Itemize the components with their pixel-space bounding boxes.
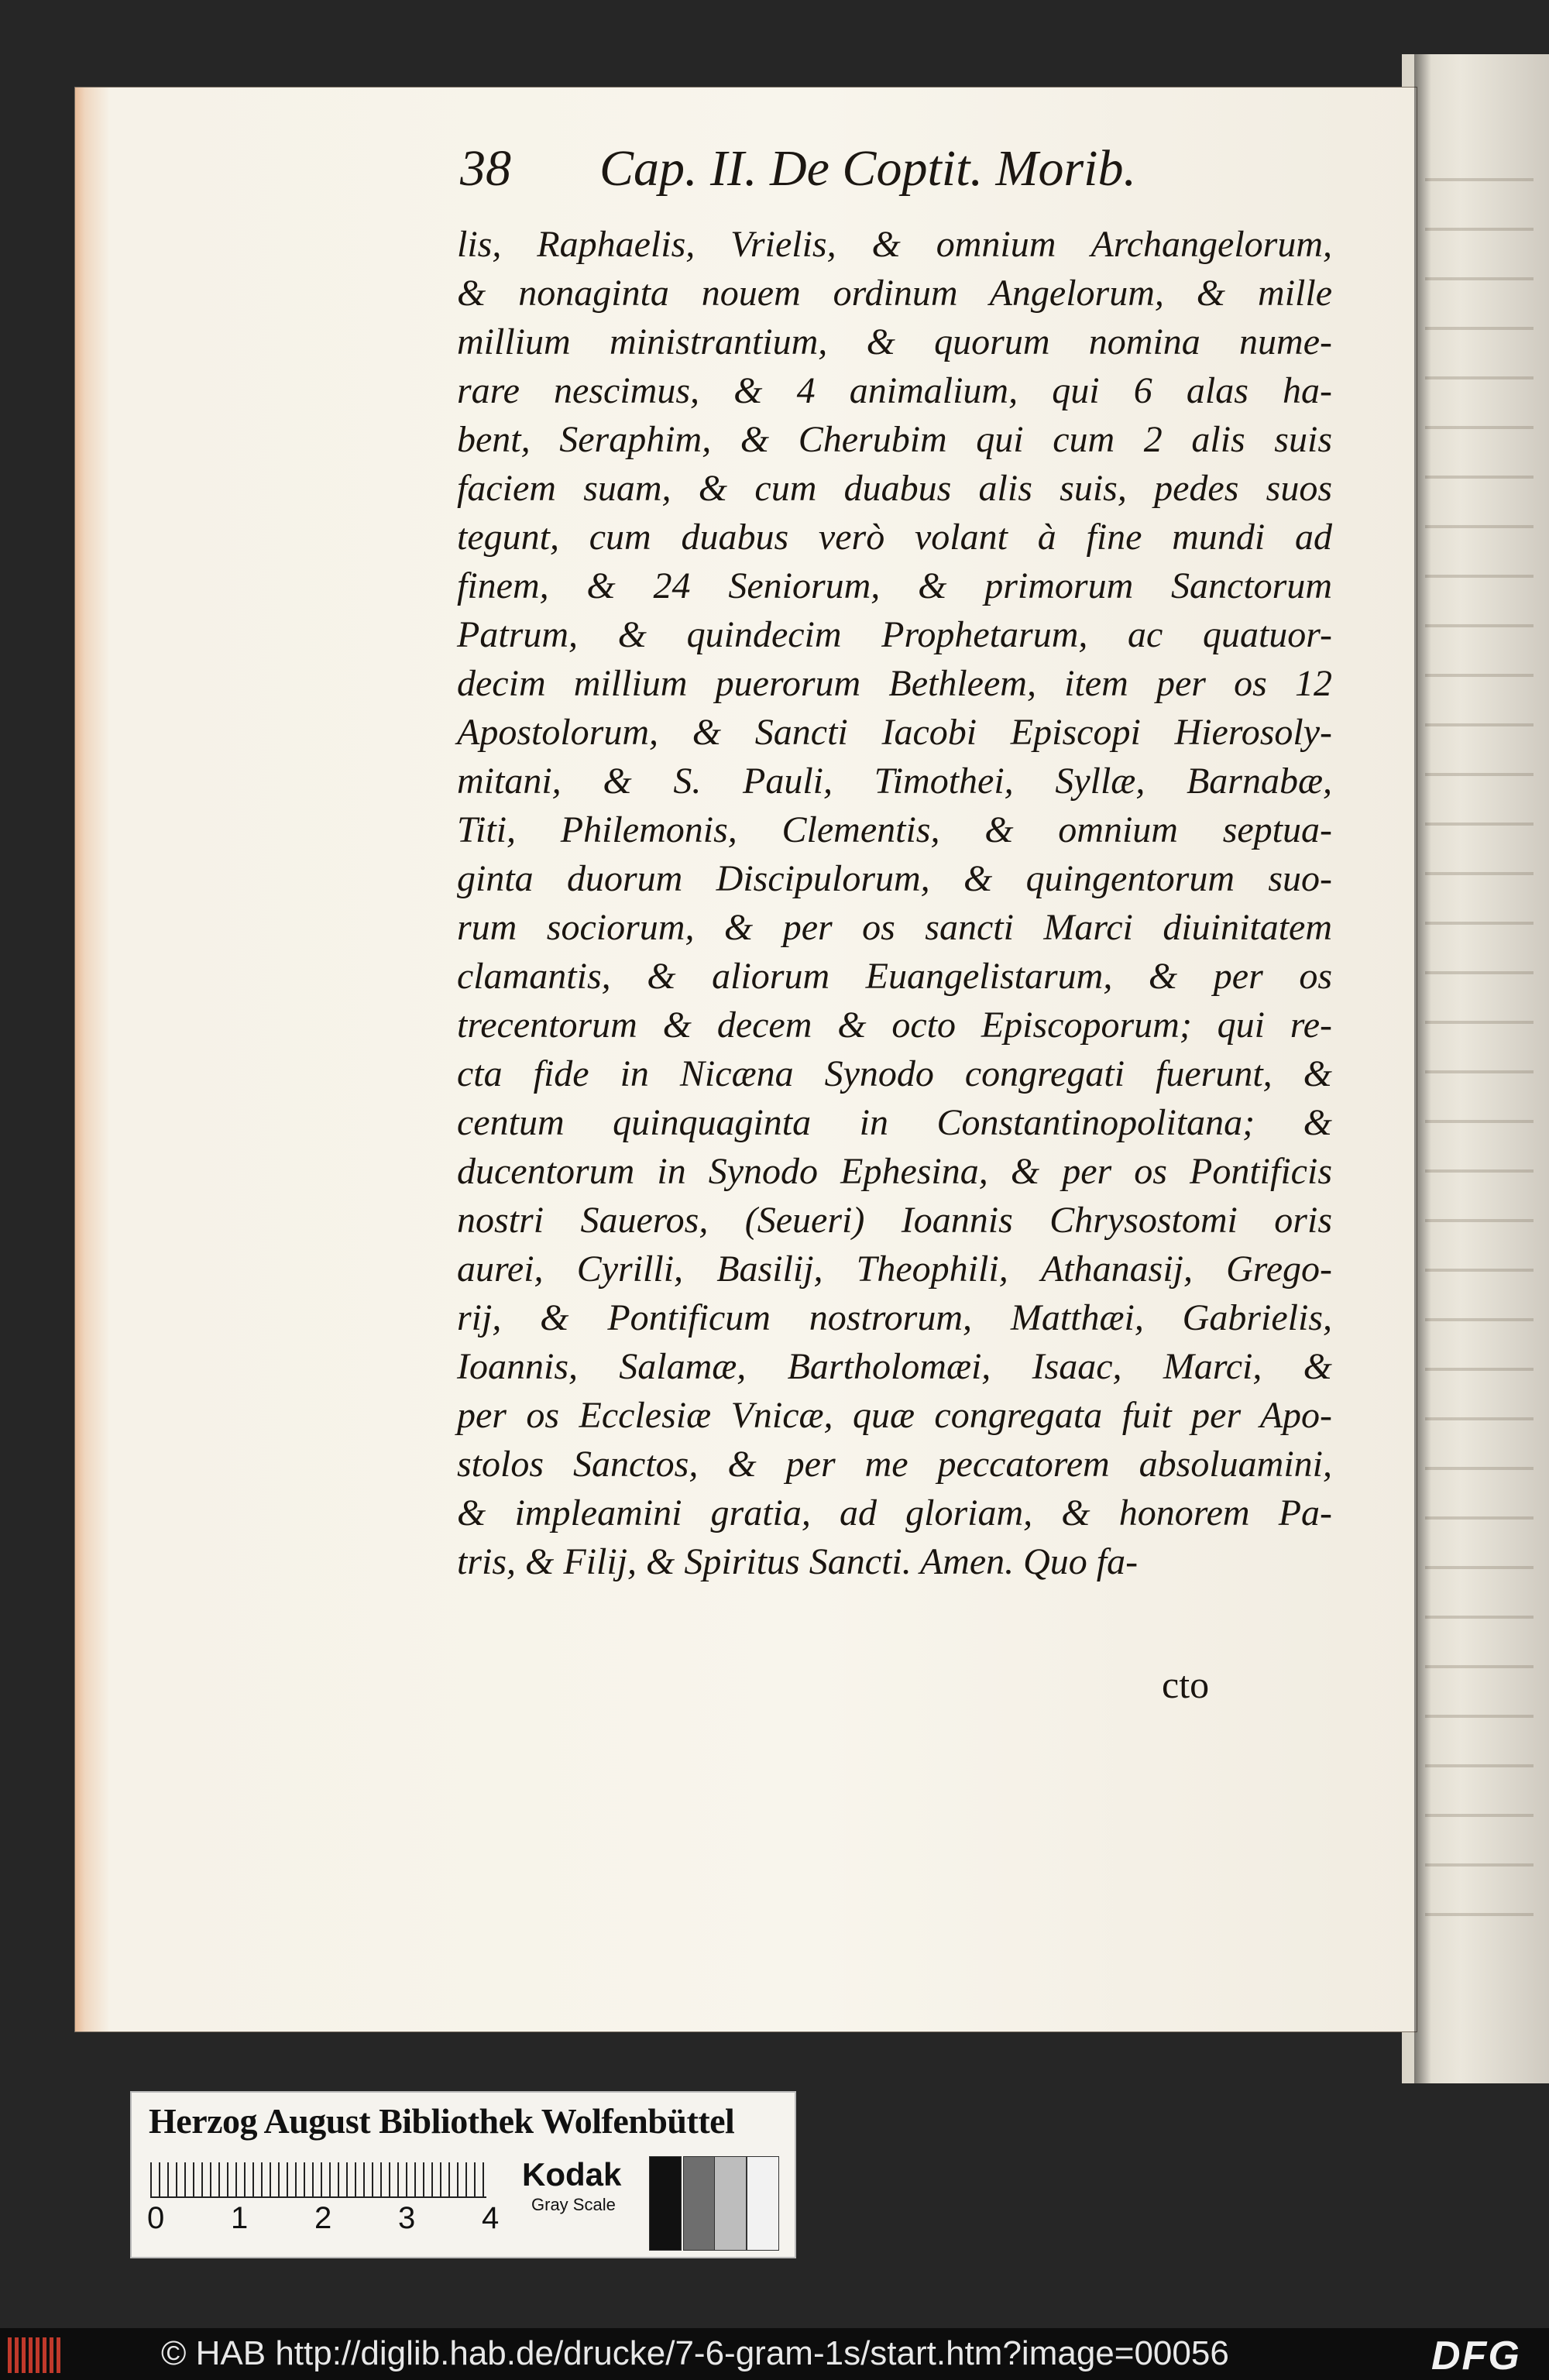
text-line: Ioannis, Salamæ, Bartholomæi, Isaac, Marci, &: [457, 1346, 1332, 1387]
text-line: stolos Sanctos, & per me peccatorem absoluamini,: [457, 1444, 1332, 1485]
dfg-logo: DFG: [1431, 2334, 1521, 2378]
text-line: ducentorum in Synodo Ephesina, & per os Pontificis: [457, 1151, 1332, 1192]
body-text: [457, 220, 1332, 1586]
catchword: cto: [1162, 1663, 1210, 1706]
text-line: aurei, Cyrilli, Basilij, Theophili, Athanasij, Grego-: [457, 1248, 1332, 1290]
page-number: 38: [460, 140, 511, 197]
text-line: Apostolorum, & Sancti Iacobi Episcopi Hierosoly-: [457, 712, 1332, 753]
text-line: bent, Seraphim, & Cherubim qui cum 2 alis suis: [457, 419, 1332, 460]
ruler-number: 0: [147, 2201, 165, 2235]
ruler-scale: [150, 2162, 486, 2198]
library-name: Herzog August Bibliothek Wolfenbüttel: [149, 2101, 735, 2141]
text-line: rum sociorum, & per os sancti Marci diuinitatem: [457, 907, 1332, 948]
text-line: & impleamini gratia, ad gloriam, & honorem Pa-: [457, 1492, 1332, 1533]
text-line: finem, & 24 Seniorum, & primorum Sanctorum: [457, 565, 1332, 606]
text-line: clamantis, & aliorum Euangelistarum, & per os: [457, 956, 1332, 997]
text-line: ginta duorum Discipulorum, & quingentorum suo-: [457, 858, 1332, 899]
text-line: trecentorum & decem & octo Episcoporum; qui re-: [457, 1005, 1332, 1046]
facing-page-bleed-through: [1425, 147, 1534, 1928]
text-line: tegunt, cum duabus verò volant à fine mundi ad: [457, 517, 1332, 558]
text-line: nostri Saueros, (Seueri) Ioannis Chrysostomi oris: [457, 1200, 1332, 1241]
gray-swatch: [683, 2156, 716, 2251]
text-line: lis, Raphaelis, Vrielis, & omnium Archangelorum,: [457, 224, 1332, 265]
text-line: Patrum, & quindecim Prophetarum, ac quatuor-: [457, 614, 1332, 655]
ruler-numbers: [147, 2201, 550, 2240]
ruler-number: 3: [398, 2201, 416, 2235]
text-line: millium ministrantium, & quorum nomina nume-: [457, 321, 1332, 362]
gutter-shadow: [1414, 54, 1431, 2083]
ruler-number: 2: [314, 2201, 332, 2235]
text-line: centum quinquaginta in Constantinopolitana; &: [457, 1102, 1332, 1143]
text-line: Titi, Philemonis, Clementis, & omnium septua-: [457, 809, 1332, 850]
kodak-logo: Kodak: [522, 2156, 622, 2193]
running-title: Cap. II. De Coptit. Morib.: [599, 140, 1136, 197]
text-line: faciem suam, & cum duabus alis suis, pedes suos: [457, 468, 1332, 509]
copyright-url[interactable]: © HAB http://diglib.hab.de/drucke/7-6-gram-1s/start.htm?image=00056: [161, 2334, 1229, 2372]
text-line: decim millium puerorum Bethleem, item per os 12: [457, 663, 1332, 704]
text-line: & nonaginta nouem ordinum Angelorum, & mille: [457, 273, 1332, 314]
gray-scale-label: Gray Scale: [531, 2195, 616, 2214]
ruler-number: 4: [482, 2201, 500, 2235]
running-header: [460, 139, 1312, 217]
ruler-number: 1: [231, 2201, 249, 2235]
text-line: rare nescimus, & 4 animalium, qui 6 alas ha-: [457, 370, 1332, 411]
library-color-card: [130, 2091, 796, 2258]
hab-logo-icon: [8, 2337, 64, 2373]
gray-swatch: [649, 2156, 682, 2251]
text-line: tris, & Filij, & Spiritus Sancti. Amen. Quo fa-: [457, 1541, 1139, 1582]
footer-bar: [0, 2328, 1549, 2380]
text-line: rij, & Pontificum nostrorum, Matthæi, Gabrielis,: [457, 1297, 1332, 1338]
text-line: cta fide in Nicæna Synodo congregati fuerunt, &: [457, 1053, 1332, 1094]
gray-swatch: [714, 2156, 747, 2251]
text-line: mitani, & S. Pauli, Timothei, Syllæ, Barnabæ,: [457, 761, 1332, 802]
text-line: per os Ecclesiæ Vnicæ, quæ congregata fuit per Apo-: [457, 1395, 1332, 1436]
gray-swatch: [747, 2156, 779, 2251]
